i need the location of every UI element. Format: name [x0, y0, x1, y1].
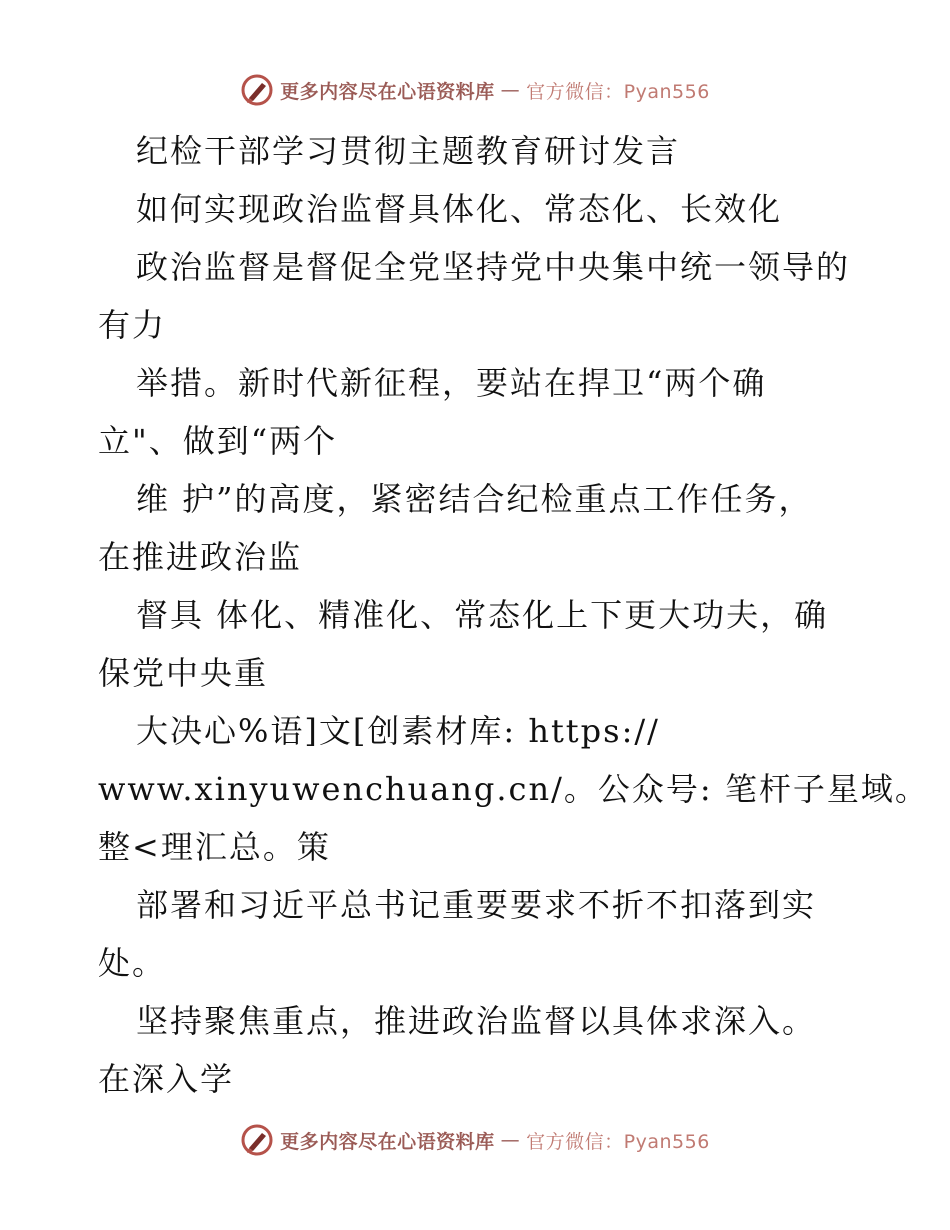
watermark-separator: —: [500, 79, 521, 101]
document-line: 举措。新时代新征程，要站在捍卫“两个确: [136, 364, 767, 402]
document-line: 督具 体化、精准化、常态化上下更大功夫，确: [136, 596, 829, 634]
document-line: 保党中央重: [98, 654, 269, 692]
document-line: 整<理汇总。策: [98, 828, 331, 866]
document-line: 部署和习近平总书记重要要求不折不扣落到实: [136, 886, 817, 924]
document-body: [98, 122, 929, 1108]
watermark-separator: —: [500, 1129, 521, 1151]
watermark-main-text: 更多内容尽在心语资料库: [280, 1130, 495, 1153]
document-line: 处。: [98, 944, 167, 982]
watermark-account-text: 官方微信：Pyan556: [526, 80, 710, 103]
document-line: 有力: [98, 306, 167, 344]
document-line: 在推进政治监: [98, 538, 303, 576]
document-line: 坚持聚焦重点，推进政治监督以具体求深入。: [136, 1002, 817, 1040]
pen-logo-icon: [240, 1123, 274, 1157]
watermark-account-text: 官方微信：Pyan556: [526, 1130, 710, 1153]
document-line: 政治监督是督促全党坚持党中央集中统一领导的: [136, 248, 851, 286]
pen-logo-icon: [240, 73, 274, 107]
header-watermark: [0, 70, 950, 110]
document-line: 在深入学: [98, 1060, 235, 1098]
document-line: 纪检干部学习贯彻主题教育研讨发言: [136, 132, 681, 170]
document-line: 立"、做到“两个: [98, 422, 338, 460]
document-line: 大决心%语]文[创素材库: https://: [136, 712, 660, 750]
watermark-main-text: 更多内容尽在心语资料库: [280, 80, 495, 103]
document-line: 维 护”的高度，紧密结合纪检重点工作任务，: [136, 480, 813, 518]
footer-watermark: [0, 1120, 950, 1160]
document-line: www.xinyuwenchuang.cn/。公众号: 笔杆子星域。: [98, 770, 929, 808]
document-line: 如何实现政治监督具体化、常态化、长效化: [136, 190, 783, 228]
